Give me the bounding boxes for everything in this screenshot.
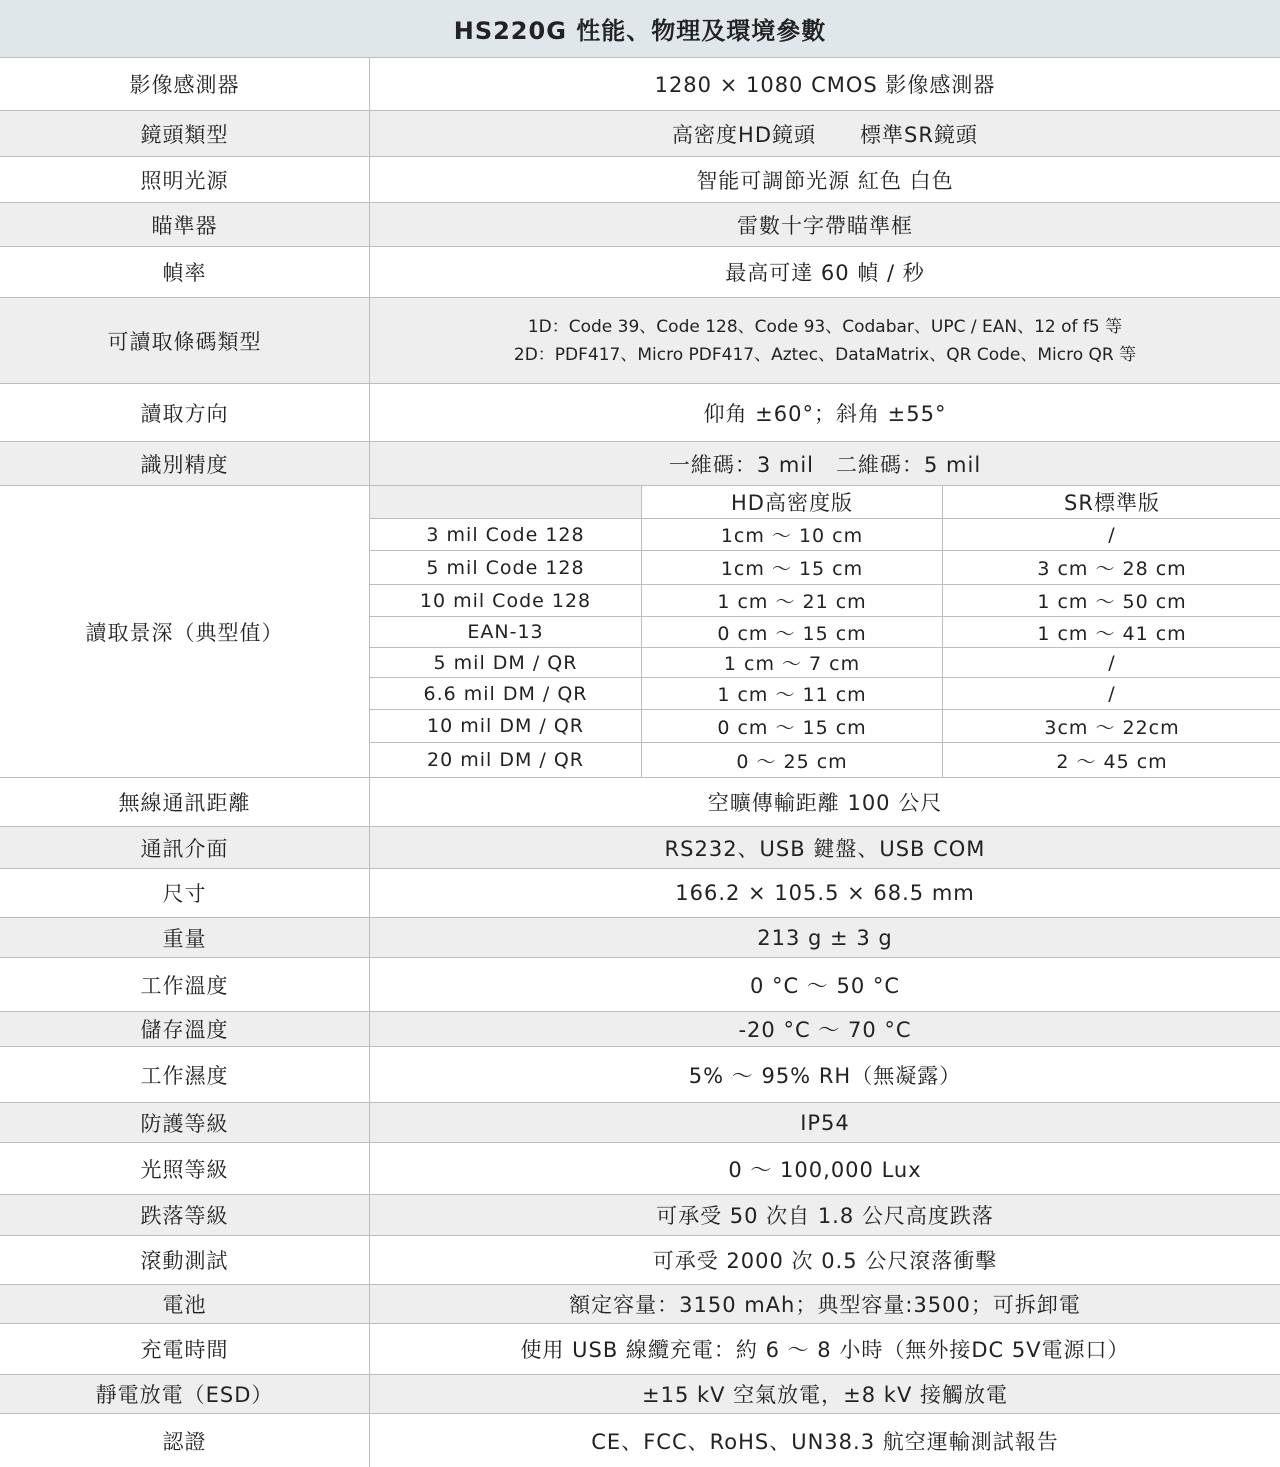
spec-label: 防護等級: [140, 1111, 229, 1136]
depth-of-field-table: [369, 486, 1280, 777]
spec-value: RS232、USB 鍵盤、USB COM: [369, 827, 1280, 868]
spec-row-barcode-types: [0, 298, 1280, 384]
spec-label: 讀取景深（典型值）: [85, 620, 284, 645]
spec-label: 照明光源: [140, 168, 229, 193]
spec-row-storage-temp: [0, 1012, 1280, 1047]
spec-title: HS220G 性能、物理及環境參數: [0, 0, 1280, 58]
spec-value: 5% ～ 95% RH（無凝露）: [369, 1047, 1280, 1102]
spec-label: 跌落等級: [140, 1204, 229, 1228]
spec-label: 電池: [162, 1293, 207, 1317]
spec-label: 幀率: [162, 261, 207, 285]
spec-value: 可承受 2000 次 0.5 公尺滾落衝擊: [369, 1236, 1280, 1284]
spec-row-wireless-range: [0, 778, 1280, 827]
dof-code: 5 mil Code 128: [370, 551, 642, 585]
dof-hd-range: 1cm ～ 10 cm: [642, 519, 943, 551]
dof-header-sr: SR標準版: [943, 486, 1280, 519]
dof-hd-range: 1 cm ～ 21 cm: [642, 585, 943, 617]
spec-value: 可承受 50 次自 1.8 公尺高度跌落: [369, 1195, 1280, 1235]
spec-row-certification: [0, 1414, 1280, 1467]
spec-row-humidity: [0, 1047, 1280, 1103]
dof-code: 10 mil DM / QR: [370, 710, 642, 743]
dof-hd-range: 0 cm ～ 15 cm: [642, 710, 943, 743]
spec-value: 高密度HD鏡頭 標準SR鏡頭: [369, 111, 1280, 156]
spec-value: 使用 USB 線纜充電：約 6 ～ 8 小時（無外接DC 5V電源口）: [369, 1324, 1280, 1374]
spec-label: 可讀取條碼類型: [107, 329, 262, 354]
spec-row-depth-of-field: [0, 486, 1280, 778]
dof-hd-range: 1 cm ～ 7 cm: [642, 648, 943, 678]
spec-row-dimensions: [0, 869, 1280, 918]
spec-value: 一維碼：3 mil 二維碼：5 mil: [369, 442, 1280, 485]
spec-value: 空曠傳輸距離 100 公尺: [369, 778, 1280, 826]
spec-value: 智能可調節光源 紅色 白色: [369, 157, 1280, 202]
spec-row-aimer: [0, 203, 1280, 247]
spec-value: 0 ～ 100,000 Lux: [369, 1143, 1280, 1194]
spec-value: [369, 298, 1280, 383]
spec-row-read-angle: [0, 384, 1280, 442]
dof-sr-range: 1 cm ～ 50 cm: [943, 585, 1280, 617]
spec-label: 讀取方向: [140, 401, 229, 426]
spec-value: CE、FCC、RoHS、UN38.3 航空運輸測試報告: [369, 1414, 1280, 1467]
spec-row-ambient-light: [0, 1143, 1280, 1195]
barcode-types-1d: 1D：Code 39、Code 128、Code 93、Codabar、UPC / EAN、12 of f5 等: [527, 316, 1123, 337]
spec-row-interface: [0, 827, 1280, 869]
dof-sr-range: 2 ～ 45 cm: [1056, 750, 1168, 773]
spec-label: 工作濕度: [140, 1063, 229, 1088]
spec-label: 識別精度: [140, 452, 229, 477]
dof-hd-range: 1 cm ～ 11 cm: [642, 678, 943, 710]
dof-header-hd: HD高密度版: [642, 486, 943, 519]
spec-value: 213 g ± 3 g: [369, 918, 1280, 957]
spec-value: 166.2 × 105.5 × 68.5 mm: [369, 869, 1280, 917]
spec-value: IP54: [369, 1103, 1280, 1142]
dof-code: 6.6 mil DM / QR: [370, 678, 642, 710]
dof-hd-range: 1cm ～ 15 cm: [642, 551, 943, 585]
dof-code: 3 mil Code 128: [370, 519, 642, 551]
spec-row-battery: [0, 1285, 1280, 1324]
spec-label: 瞄準器: [151, 213, 218, 238]
spec-value: 額定容量：3150 mAh；典型容量:3500；可拆卸電: [369, 1285, 1280, 1323]
spec-value: 仰角 ±60°；斜角 ±55°: [369, 384, 1280, 441]
spec-row-esd: [0, 1375, 1280, 1414]
spec-label: 尺寸: [162, 882, 207, 906]
spec-row-frame-rate: [0, 247, 1280, 298]
spec-row-tumble: [0, 1236, 1280, 1285]
spec-label: 滾動測試: [140, 1249, 229, 1273]
spec-row-lens: [0, 111, 1280, 157]
spec-row-operating-temp: [0, 958, 1280, 1012]
spec-label: 充電時間: [140, 1338, 229, 1362]
barcode-types-2d: 2D：PDF417、Micro PDF417、Aztec、DataMatrix、QR Code、Micro QR 等: [513, 344, 1137, 365]
dof-sr-range: 3cm ～ 22cm: [943, 710, 1280, 743]
spec-row-illumination: [0, 157, 1280, 203]
spec-label: 鏡頭類型: [140, 122, 229, 147]
spec-label: 無線通訊距離: [118, 791, 251, 815]
dof-sr-range: 3 cm ～ 28 cm: [943, 551, 1280, 585]
dof-header-blank: [370, 486, 642, 519]
spec-value: 1280 × 1080 CMOS 影像感測器: [369, 58, 1280, 110]
dof-sr-range: /: [943, 678, 1280, 710]
spec-value: 最高可達 60 幀 / 秒: [369, 247, 1280, 297]
dof-sr-range: /: [943, 648, 1280, 678]
spec-row-sensor: [0, 58, 1280, 111]
spec-value: 0 °C ～ 50 °C: [369, 958, 1280, 1011]
spec-value: ±15 kV 空氣放電，±8 kV 接觸放電: [369, 1375, 1280, 1413]
dof-code: 20 mil DM / QR: [370, 743, 642, 777]
spec-label: 工作溫度: [140, 973, 229, 998]
spec-row-drop: [0, 1195, 1280, 1236]
spec-row-charge-time: [0, 1324, 1280, 1375]
spec-label: 光照等級: [140, 1157, 229, 1182]
spec-row-protection: [0, 1103, 1280, 1143]
spec-label: 認證: [162, 1429, 207, 1454]
spec-label: 影像感測器: [129, 73, 240, 97]
dof-sr-range: 1 cm ～ 41 cm: [943, 617, 1280, 648]
spec-label: 儲存溫度: [140, 1018, 229, 1042]
dof-code: EAN-13: [370, 617, 642, 648]
spec-label: 靜電放電（ESD）: [95, 1383, 274, 1407]
spec-row-weight: [0, 918, 1280, 958]
spec-value: 雷數十字帶瞄準框: [369, 203, 1280, 246]
dof-hd-range: 0 cm ～ 15 cm: [642, 617, 943, 648]
dof-hd-range: 0 ～ 25 cm: [642, 743, 943, 777]
spec-value: -20 °C ～ 70 °C: [369, 1012, 1280, 1046]
dof-code: 5 mil DM / QR: [370, 648, 642, 678]
dof-code: 10 mil Code 128: [370, 585, 642, 617]
spec-label: 通訊介面: [140, 836, 229, 861]
dof-sr-range: /: [943, 519, 1280, 551]
spec-label: 重量: [162, 926, 207, 951]
spec-row-resolution: [0, 442, 1280, 486]
